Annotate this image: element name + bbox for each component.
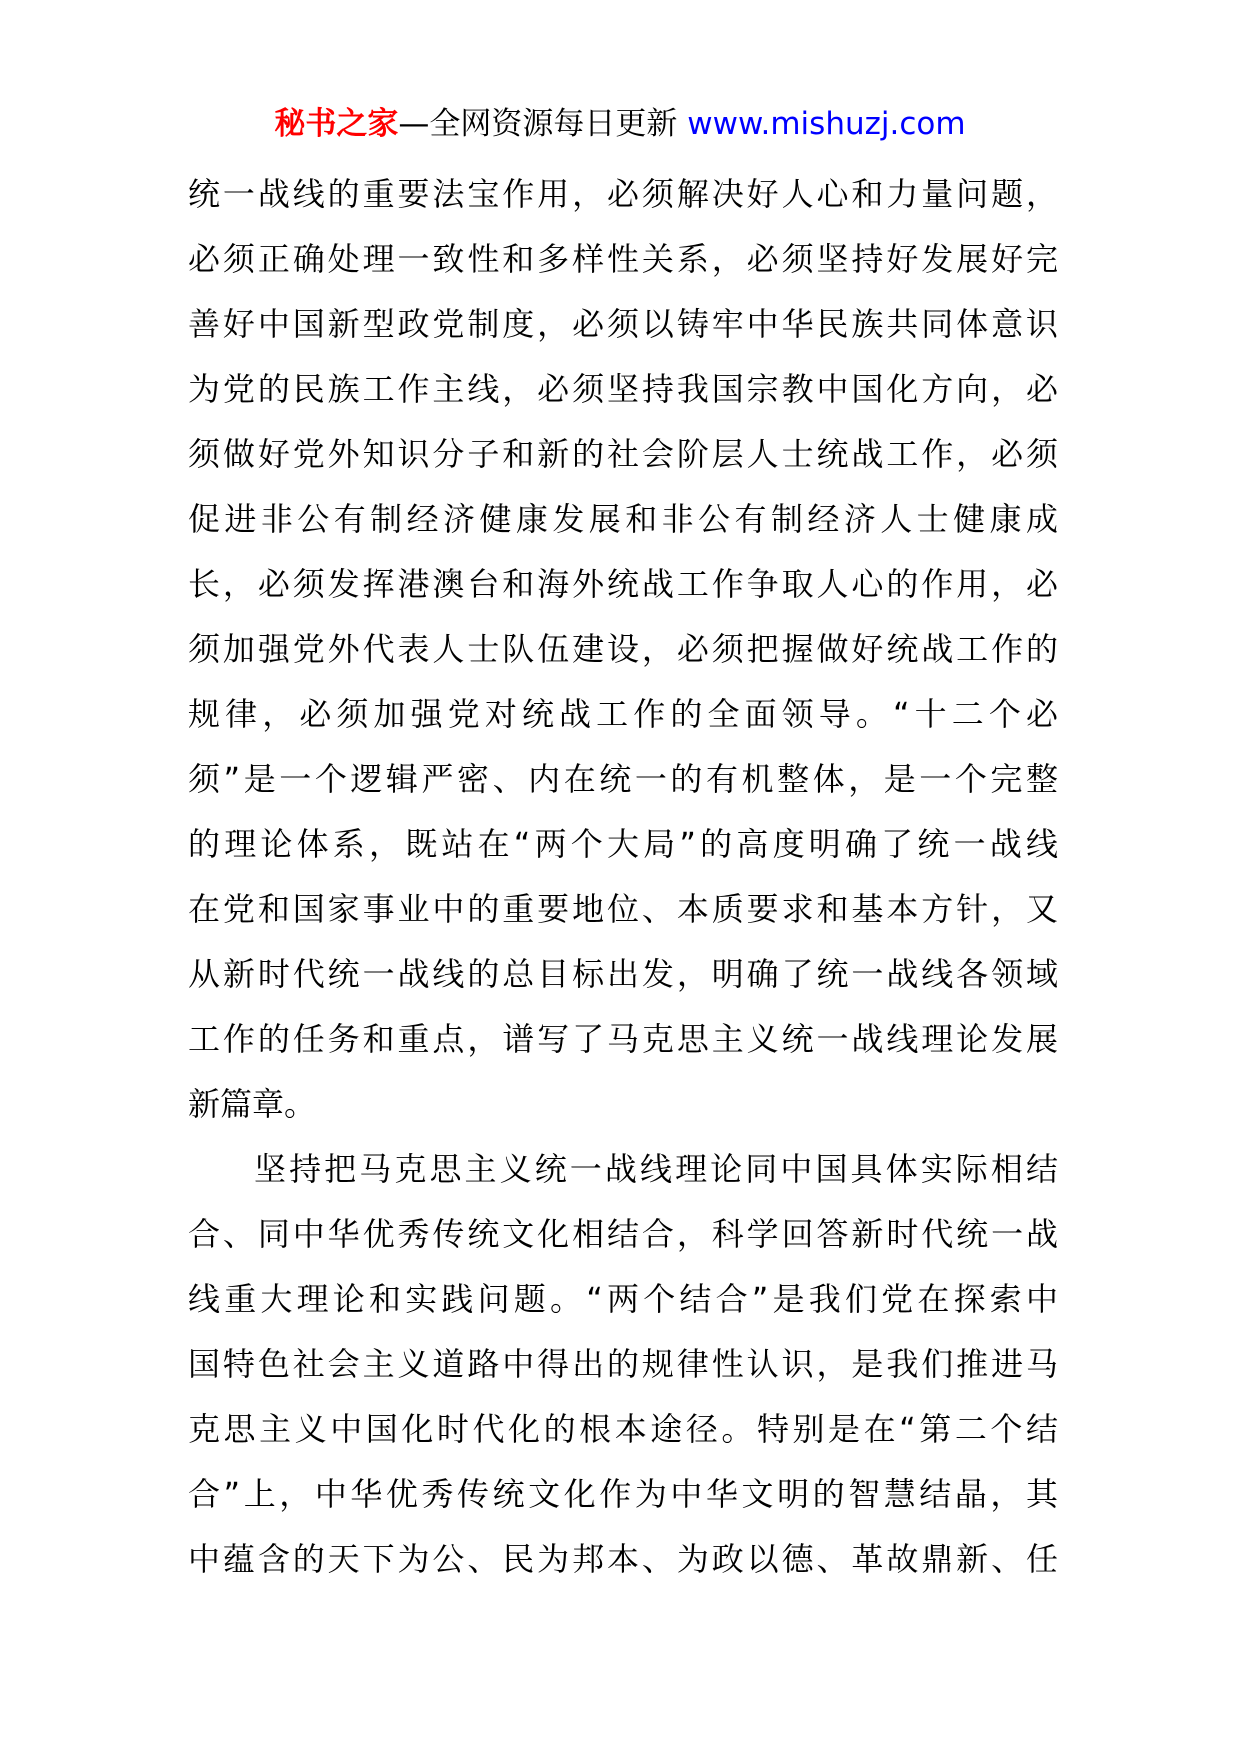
text-line: 在党和国家事业中的重要地位、本质要求和基本方针，又 — [188, 890, 1058, 928]
header-tagline: —全网资源每日更新 — [398, 106, 688, 142]
text-line: 从新时代统一战线的总目标出发，明确了统一战线各领域 — [188, 955, 1058, 993]
text-line: 统一战线的重要法宝作用，必须解决好人心和力量问题， — [188, 175, 1058, 213]
text-line: 须做好党外知识分子和新的社会阶层人士统战工作，必须 — [188, 435, 1058, 473]
text-line: 新篇章。 — [188, 1085, 317, 1123]
text-line: 坚持把马克思主义统一战线理论同中国具体实际相结 — [254, 1150, 1058, 1188]
site-url-link[interactable]: www.mishuzj.com — [687, 106, 966, 142]
text-line: 须”是一个逻辑严密、内在统一的有机整体，是一个完整 — [188, 760, 1058, 798]
text-line: 为党的民族工作主线，必须坚持我国宗教中国化方向，必 — [188, 370, 1058, 408]
text-line: 的理论体系，既站在“两个大局”的高度明确了统一战线 — [188, 825, 1058, 863]
site-header — [0, 104, 1240, 144]
paragraph-2 — [188, 1137, 1058, 1592]
text-line: 必须正确处理一致性和多样性关系，必须坚持好发展好完 — [188, 240, 1058, 278]
text-line: 规律，必须加强党对统战工作的全面领导。“十二个必 — [188, 695, 1058, 733]
brand-name: 秘书之家 — [274, 106, 399, 142]
text-line: 长，必须发挥港澳台和海外统战工作争取人心的作用，必 — [188, 565, 1058, 603]
text-line: 促进非公有制经济健康发展和非公有制经济人士健康成 — [188, 500, 1058, 538]
text-line: 克思主义中国化时代化的根本途径。特别是在“第二个结 — [188, 1410, 1058, 1448]
text-line: 善好中国新型政党制度，必须以铸牢中华民族共同体意识 — [188, 305, 1058, 343]
text-line: 合”上，中华优秀传统文化作为中华文明的智慧结晶，其 — [188, 1475, 1058, 1513]
text-line: 须加强党外代表人士队伍建设，必须把握做好统战工作的 — [188, 630, 1058, 668]
document-body — [188, 162, 1058, 1592]
text-line: 中蕴含的天下为公、民为邦本、为政以德、革故鼎新、任 — [188, 1540, 1058, 1578]
text-line: 合、同中华优秀传统文化相结合，科学回答新时代统一战 — [188, 1215, 1058, 1253]
text-line: 线重大理论和实践问题。“两个结合”是我们党在探索中 — [188, 1280, 1058, 1318]
paragraph-1 — [188, 162, 1058, 1137]
text-line: 工作的任务和重点，谱写了马克思主义统一战线理论发展 — [188, 1020, 1058, 1058]
text-line: 国特色社会主义道路中得出的规律性认识，是我们推进马 — [188, 1345, 1058, 1383]
